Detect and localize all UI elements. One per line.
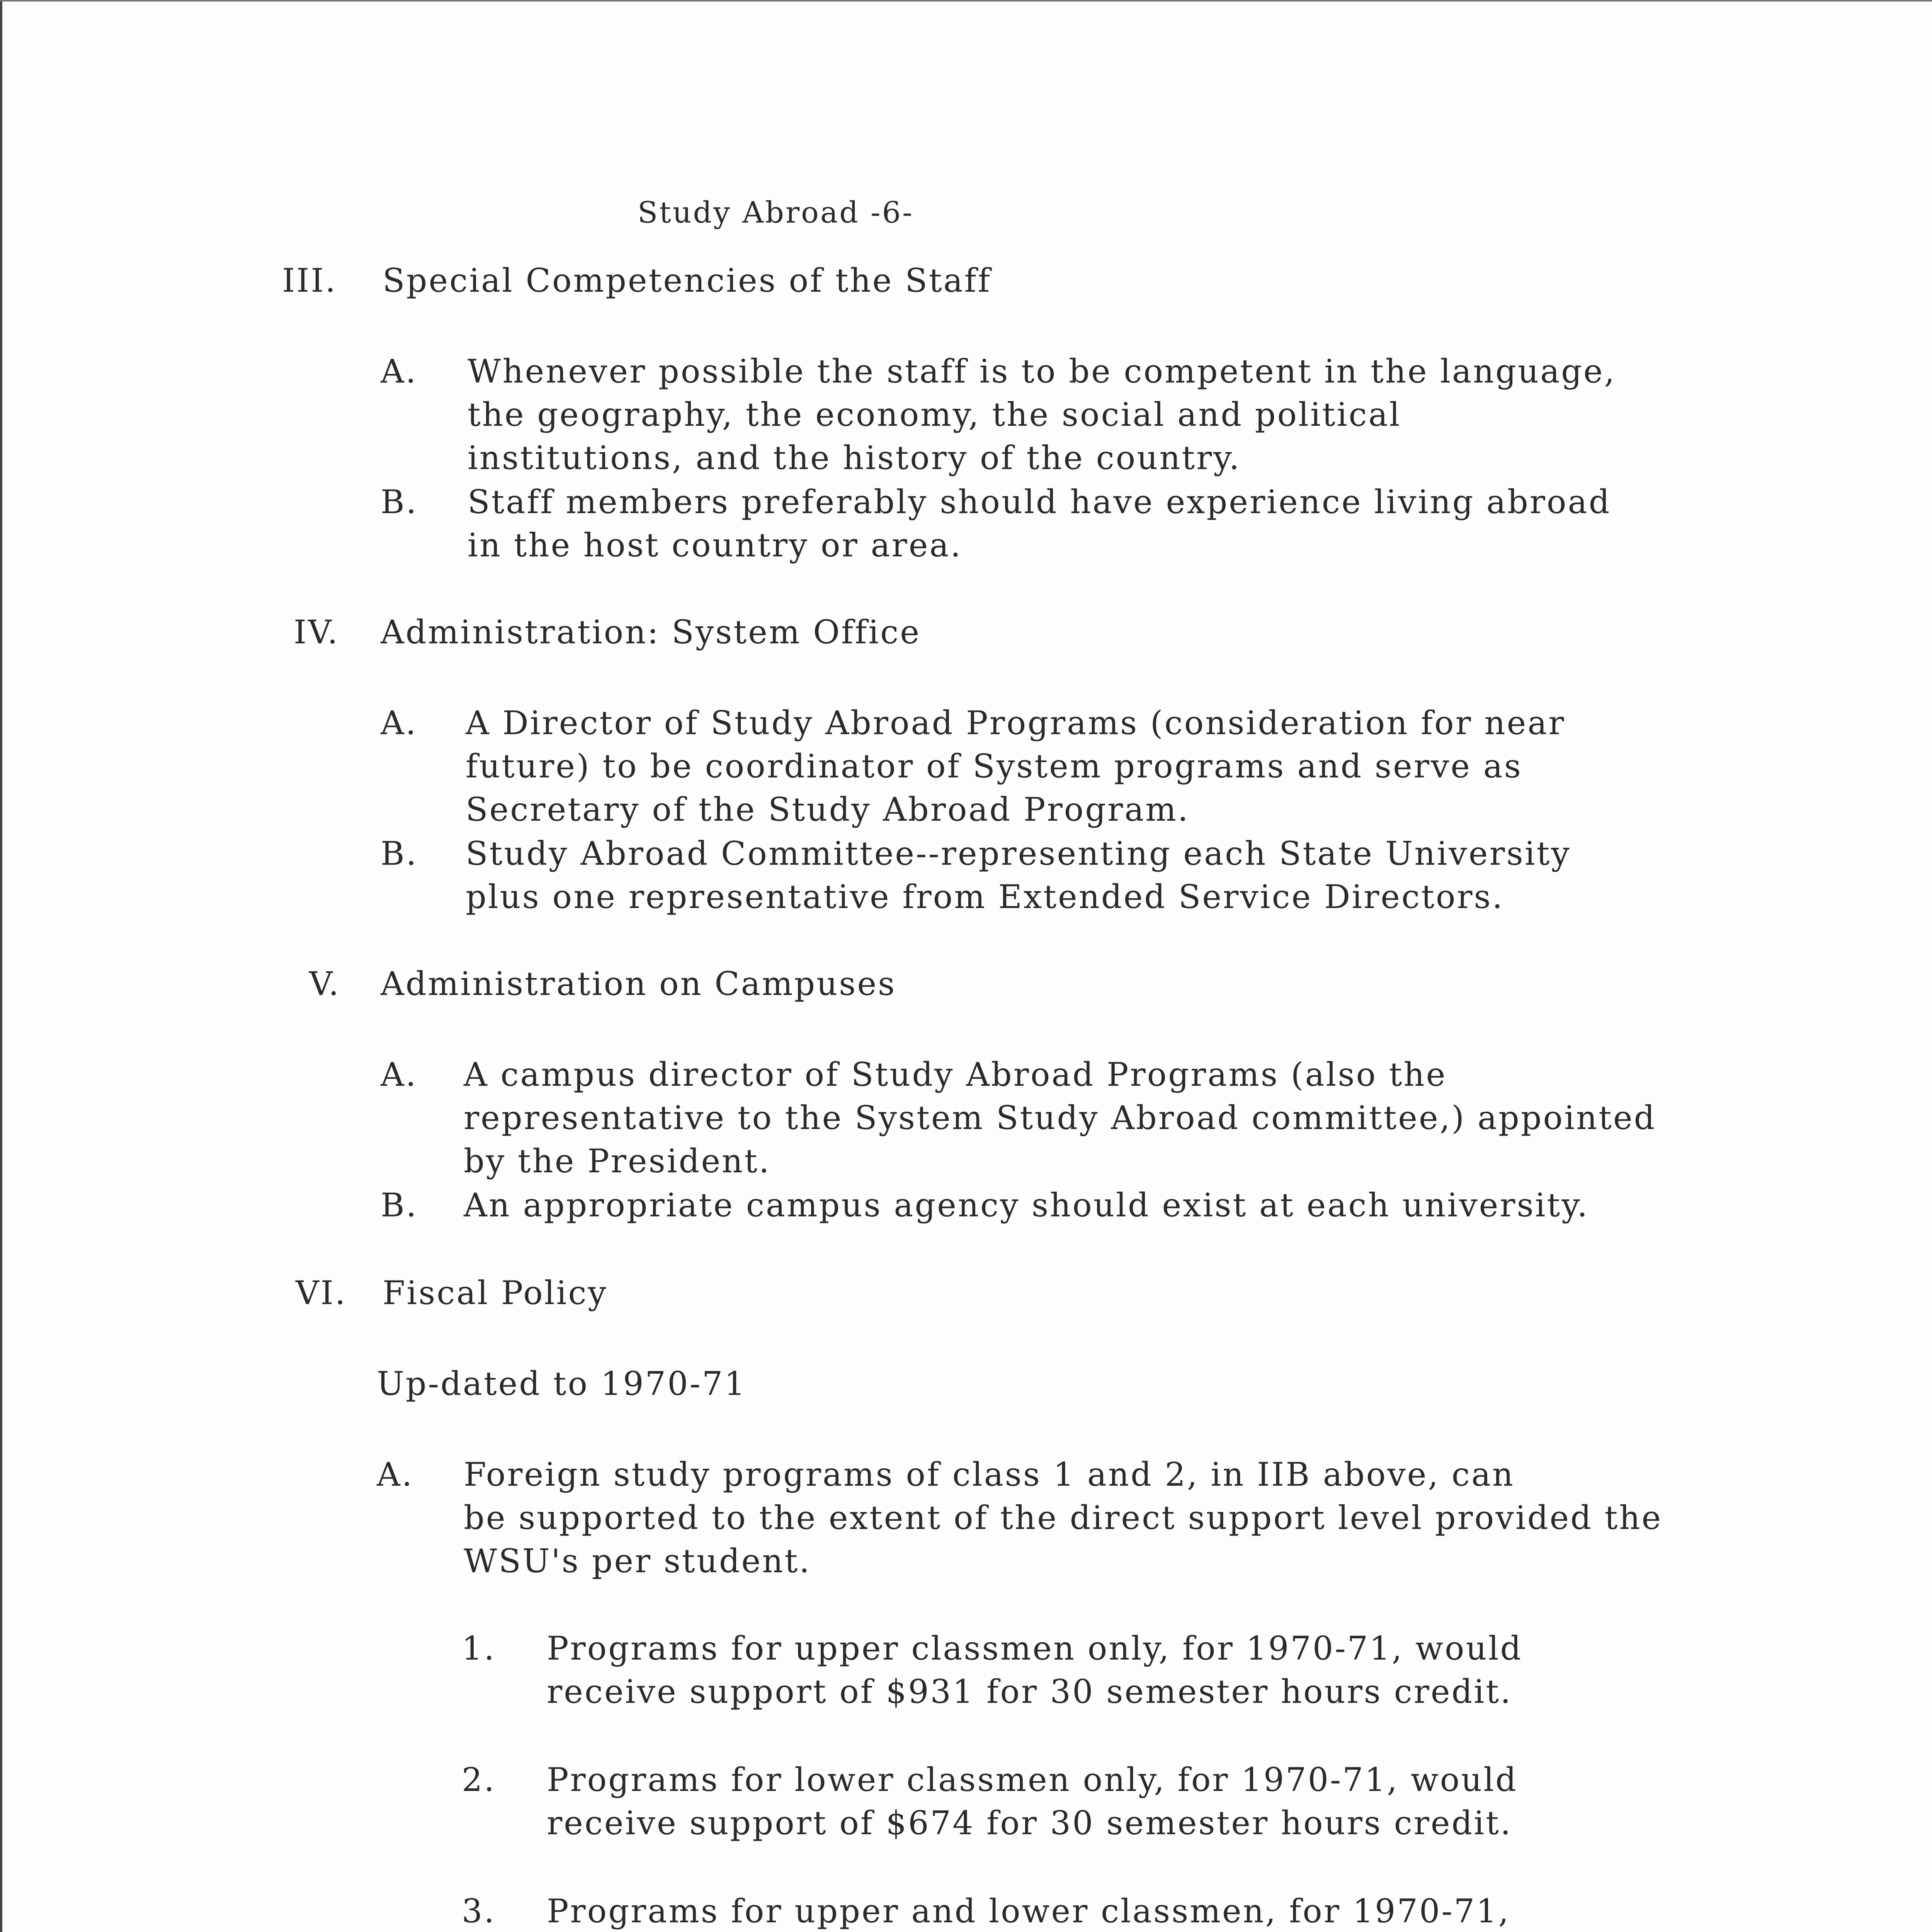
section-v-item-a-line-3: by the President. — [464, 1142, 771, 1180]
section-iii-item-a-line-3: institutions, and the history of the country. — [468, 439, 1241, 477]
scan-edge-left — [0, 0, 2, 1932]
subitem-3-label: 3. — [462, 1892, 496, 1930]
section-iii-item-b-line-2: in the host country or area. — [468, 526, 963, 564]
subitem-1-line-2: receive support of $931 for 30 semester hours credit. — [547, 1673, 1512, 1711]
section-vi-item-a-line-1: Foreign study programs of class 1 and 2, in IIB above, can — [464, 1456, 1515, 1493]
section-v-numeral: V. — [309, 965, 340, 1003]
section-iv-item-a-label: A. — [381, 704, 418, 742]
section-iv-numeral: IV. — [294, 613, 339, 651]
section-v-item-a-line-1: A campus director of Study Abroad Programs (also the — [464, 1056, 1447, 1094]
section-vi-item-a-label: A. — [377, 1456, 414, 1493]
section-iv-item-b-line-1: Study Abroad Committee--representing each State University — [466, 835, 1571, 872]
section-vi-item-a-line-3: WSU's per student. — [464, 1542, 811, 1580]
section-iii-item-a-line-2: the geography, the economy, the social and political — [468, 396, 1401, 434]
section-iv-item-a-line-1: A Director of Study Abroad Programs (consideration for near — [466, 704, 1566, 742]
section-iii-item-a-label: A. — [381, 352, 418, 390]
subitem-3-line-1: Programs for upper and lower classmen, for 1970-71, — [547, 1892, 1510, 1930]
section-v-item-a-line-2: representative to the System Study Abroad committee,) appointed — [464, 1099, 1656, 1137]
section-v-title: Administration on Campuses — [381, 965, 896, 1003]
section-vi-title: Fiscal Policy — [383, 1274, 608, 1312]
section-v-item-b-line-1: An appropriate campus agency should exist at each university. — [464, 1186, 1589, 1224]
section-iii-title: Special Competencies of the Staff — [383, 262, 992, 299]
section-vi-updated: Up-dated to 1970-71 — [377, 1365, 747, 1403]
subitem-2-line-1: Programs for lower classmen only, for 1970-71, would — [547, 1761, 1518, 1799]
section-iii-numeral: III. — [282, 262, 337, 299]
section-iii-item-b-line-1: Staff members preferably should have experience living abroad — [468, 483, 1611, 521]
scan-edge-top — [0, 0, 1932, 2]
section-iv-item-a-line-3: Secretary of the Study Abroad Program. — [466, 791, 1190, 828]
page-header: Study Abroad -6- — [638, 195, 914, 230]
section-vi-numeral: VI. — [296, 1274, 347, 1312]
section-iv-item-b-label: B. — [381, 835, 418, 872]
subitem-1-label: 1. — [462, 1629, 496, 1667]
section-iv-item-a-line-2: future) to be coordinator of System programs and serve as — [466, 747, 1522, 785]
section-iii-item-a-line-1: Whenever possible the staff is to be competent in the language, — [468, 352, 1616, 390]
section-vi-item-a-line-2: be supported to the extent of the direct support level provided the — [464, 1499, 1663, 1537]
section-iv-title: Administration: System Office — [381, 613, 921, 651]
section-iii-item-b-label: B. — [381, 483, 418, 521]
subitem-2-line-2: receive support of $674 for 30 semester hours credit. — [547, 1804, 1512, 1842]
subitem-1-line-1: Programs for upper classmen only, for 1970-71, would — [547, 1629, 1523, 1667]
section-iv-item-b-line-2: plus one representative from Extended Service Directors. — [466, 878, 1504, 916]
section-v-item-b-label: B. — [381, 1186, 418, 1224]
subitem-2-label: 2. — [462, 1761, 496, 1799]
section-v-item-a-label: A. — [381, 1056, 418, 1094]
